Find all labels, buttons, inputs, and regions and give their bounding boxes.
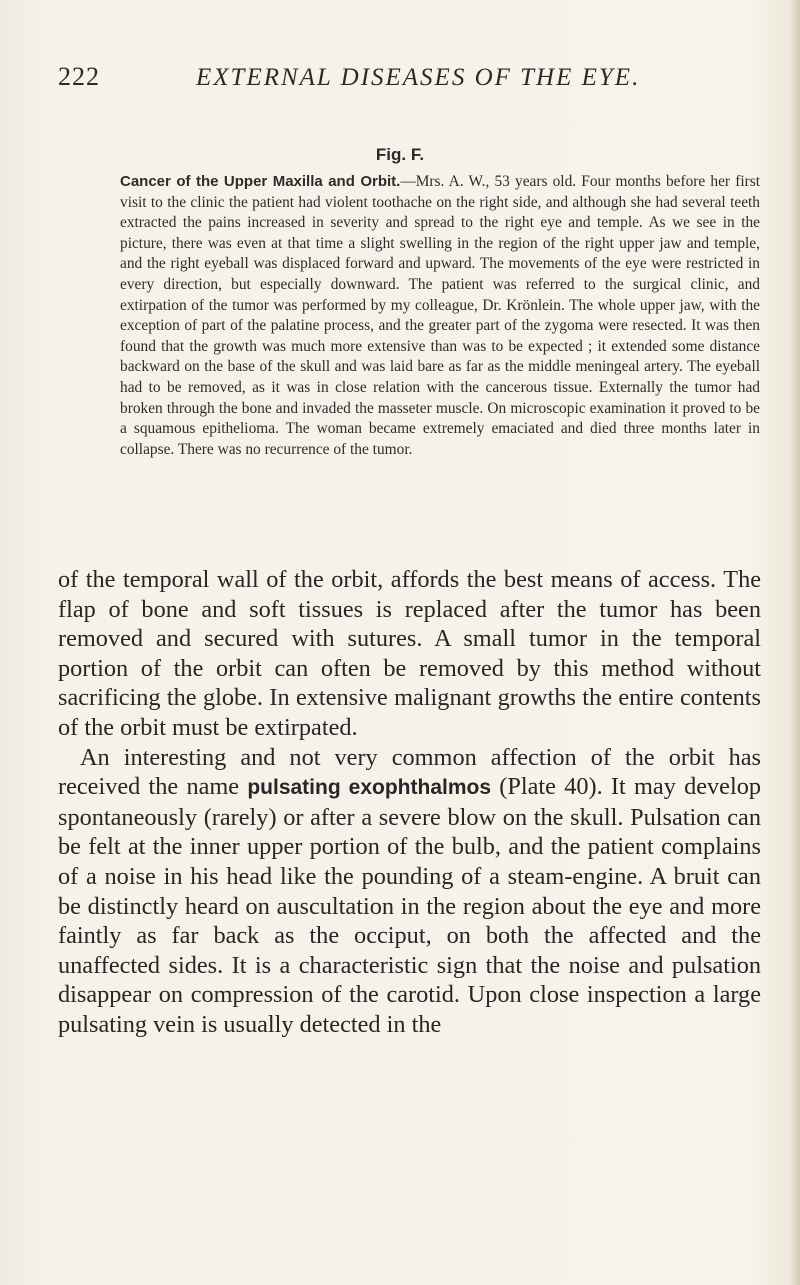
term-pulsating-exophthalmos: pulsating exophthalmos <box>247 776 492 800</box>
paragraph-1: of the temporal wall of the orbit, affords the best means of access. The flap of bone and soft tissues is replaced after the tumor has been removed and secured with sutures. A small tumor in the temporal portion of the orbit can often be removed by this method without sacrificing the globe. In extensive malignant growths the entire contents of the orbit must be extirpated. <box>58 566 761 741</box>
main-text <box>58 565 761 1040</box>
paragraph-2-rest: (Plate 40). It may develop spontaneously (rarely) or after a severe blow on the skull. Pulsation can be felt at the inner upper portion of the bulb, and the patient complains of a noise in his head like the pounding of a steam-engine. A bruit can be distinctly heard on auscultation in the region about the eye and more faintly as far back as the occiput, on both the affected and the unaffected sides. It is a characteristic sign that the noise and pulsation disappear on compression of the carotid. Upon close inspection a large pulsating vein is usually detected in the <box>58 773 761 1038</box>
paragraph-2 <box>58 743 761 1040</box>
page-header <box>58 62 758 102</box>
page-edge-shadow <box>790 0 800 1285</box>
figure-heading: Fig. F. <box>375 145 425 164</box>
running-title: EXTERNAL DISEASES OF THE EYE. <box>196 64 641 91</box>
case-report-body: —Mrs. A. W., 53 years old. Four months before her first visit to the clinic the patient had violent toothache on the right side, and although she had several teeth extracted the pains increased in severity and spread to the right eye and temple. As we see in the picture, there was even at that time a slight swelling in the region of the right upper jaw and temple, and the right eyeball was displaced forward and upward. The movements of the eye were restricted in every direction, but especially downward. The patient was referred to the surgical clinic, and extirpation of the tumor was performed by my colleague, Dr. Krönlein. The whole upper jaw, with the exception of part of the palatine process, and the greater part of the zygoma were resected. It was then found that the growth was much more extensive than was to be expected ; it extended some distance backward on the base of the skull and was laid bare as far as the middle meningeal artery. The eyeball had to be removed, as it was in close relation with the cancerous tissue. Externally the tumor had broken through the bone and invaded the masseter muscle. On microscopic examination it proved to be a squamous epithelioma. The woman became extremely emaciated and died three months later in collapse. There was no recurrence of the tumor. <box>120 173 760 458</box>
case-report <box>120 172 760 460</box>
paragraph-2-start: An interesting and not very common affection of the orbit has received the name <box>58 743 761 801</box>
case-report-title: Cancer of the Upper Maxilla and Orbit. <box>120 173 401 190</box>
page-number: 222 <box>58 62 100 91</box>
